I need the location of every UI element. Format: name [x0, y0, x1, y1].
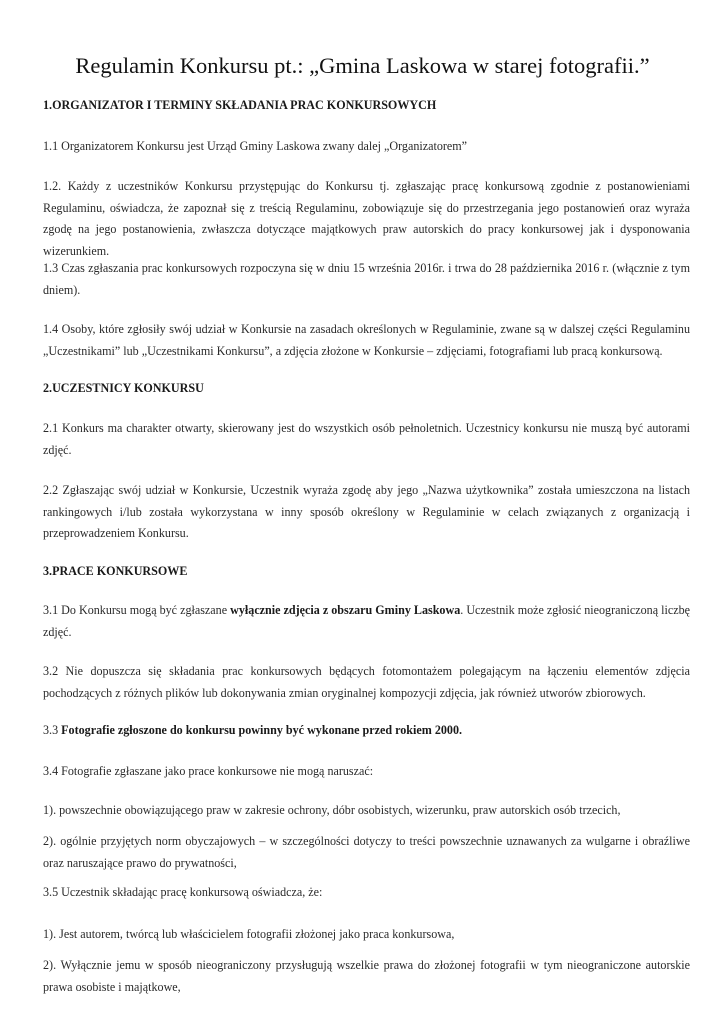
list-item-3-4-2: 2). ogólnie przyjętych norm obyczajowych – w szczególności dotyczy to treści powszechnie uznawanych za wulgarne i obraźliwe oraz naruszające prawo do prywatności,: [43, 834, 690, 870]
paragraph-3-3-number: 3.3: [43, 723, 62, 737]
paragraph-3-1: [43, 600, 690, 643]
paragraph-3-4: 3.4 Fotografie zgłaszane jako prace konkursowe nie mogą naruszać:: [43, 764, 374, 778]
paragraph-2-1: 2.1 Konkurs ma charakter otwarty, skierowany jest do wszystkich osób pełnoletnich. Uczestnicy konkursu nie muszą być autorami zdjęć.: [43, 421, 690, 457]
section-heading-works: 3.PRACE KONKURSOWE: [43, 564, 188, 578]
list-item-3-5-1: 1). Jest autorem, twórcą lub właścicielem fotografii złożonej jako praca konkursowa,: [43, 927, 455, 941]
paragraph-3-1-text-end: . Uczestnik może zgłosić nieograniczoną liczbę zdjęć.: [43, 603, 690, 639]
paragraph-3-1-emphasis: wyłącznie zdjęcia z obszaru Gminy Laskowa: [230, 603, 461, 617]
paragraph-3-3-emphasis: Fotografie zgłoszone do konkursu powinny być wykonane przed rokiem 2000.: [61, 723, 463, 737]
section-heading-organizer: 1.ORGANIZATOR I TERMINY SKŁADANIA PRAC KONKURSOWYCH: [43, 98, 437, 112]
paragraph-3-5: 3.5 Uczestnik składając pracę konkursową oświadcza, że:: [43, 885, 323, 899]
paragraph-1-2: 1.2. Każdy z uczestników Konkursu przystępując do Konkursu tj. zgłaszając pracę konkursową zgodnie z postanowieniami Regulaminu, oświadcza, że zapoznał się z treścią Regulaminu, zobowiązuje się do przestrzegania jego postanowień oraz wyraża zgodę na jego postanowienia, zwłaszcza dotyczące majątkowych praw autorskich do pracy konkursowej jak i dysponowania wizerunkiem.: [43, 179, 690, 258]
paragraph-3-1-text-start: 3.1 Do Konkursu mogą być zgłaszane: [43, 603, 231, 617]
list-item-3-4-1: 1). powszechnie obowiązującego praw w zakresie ochrony, dóbr osobistych, wizerunku, praw autorskich osób trzecich,: [43, 803, 621, 817]
section-heading-participants: 2.UCZESTNICY KONKURSU: [43, 381, 204, 395]
paragraph-3-3: [43, 720, 690, 742]
paragraph-1-3: 1.3 Czas zgłaszania prac konkursowych rozpoczyna się w dniu 15 września 2016r. i trwa do 28 października 2016 r. (włącznie z tym dniem).: [43, 261, 690, 297]
document-title: Regulamin Konkursu pt.: „Gmina Laskowa w starej fotografii.”: [75, 53, 650, 78]
paragraph-1-4: 1.4 Osoby, które zgłosiły swój udział w Konkursie na zasadach określonych w Regulaminie, zwane są w dalszej części Regulaminu „Uczestnikami” lub „Uczestnikami Konkursu”, a zdjęcia złożone w Konkursie – zdjęciami, fotografiami lub pracą konkursową.: [43, 322, 690, 358]
paragraph-1-1: 1.1 Organizatorem Konkursu jest Urząd Gminy Laskowa zwany dalej „Organizatorem”: [43, 139, 468, 153]
list-item-3-5-2: 2). Wyłącznie jemu w sposób nieograniczony przysługują wszelkie prawa do złożonej fotografii w tym nieograniczone autorskie prawa osobiste i majątkowe,: [43, 958, 690, 994]
paragraph-2-2: 2.2 Zgłaszając swój udział w Konkursie, Uczestnik wyraża zgodę aby jego „Nazwa użytkownika” została umieszczona na listach rankingowych i/lub została wykorzystana w inny sposób określony w Regulaminie w celach związanych z organizacją i przeprowadzeniem Konkursu.: [43, 483, 690, 540]
paragraph-3-2: 3.2 Nie dopuszcza się składania prac konkursowych będących fotomontażem polegającym na łączeniu elementów zdjęcia pochodzących z różnych plików lub dokonywania zmian oryginalnej kompozycji zdjęcia, jak również utworów zbiorowych.: [43, 664, 690, 700]
